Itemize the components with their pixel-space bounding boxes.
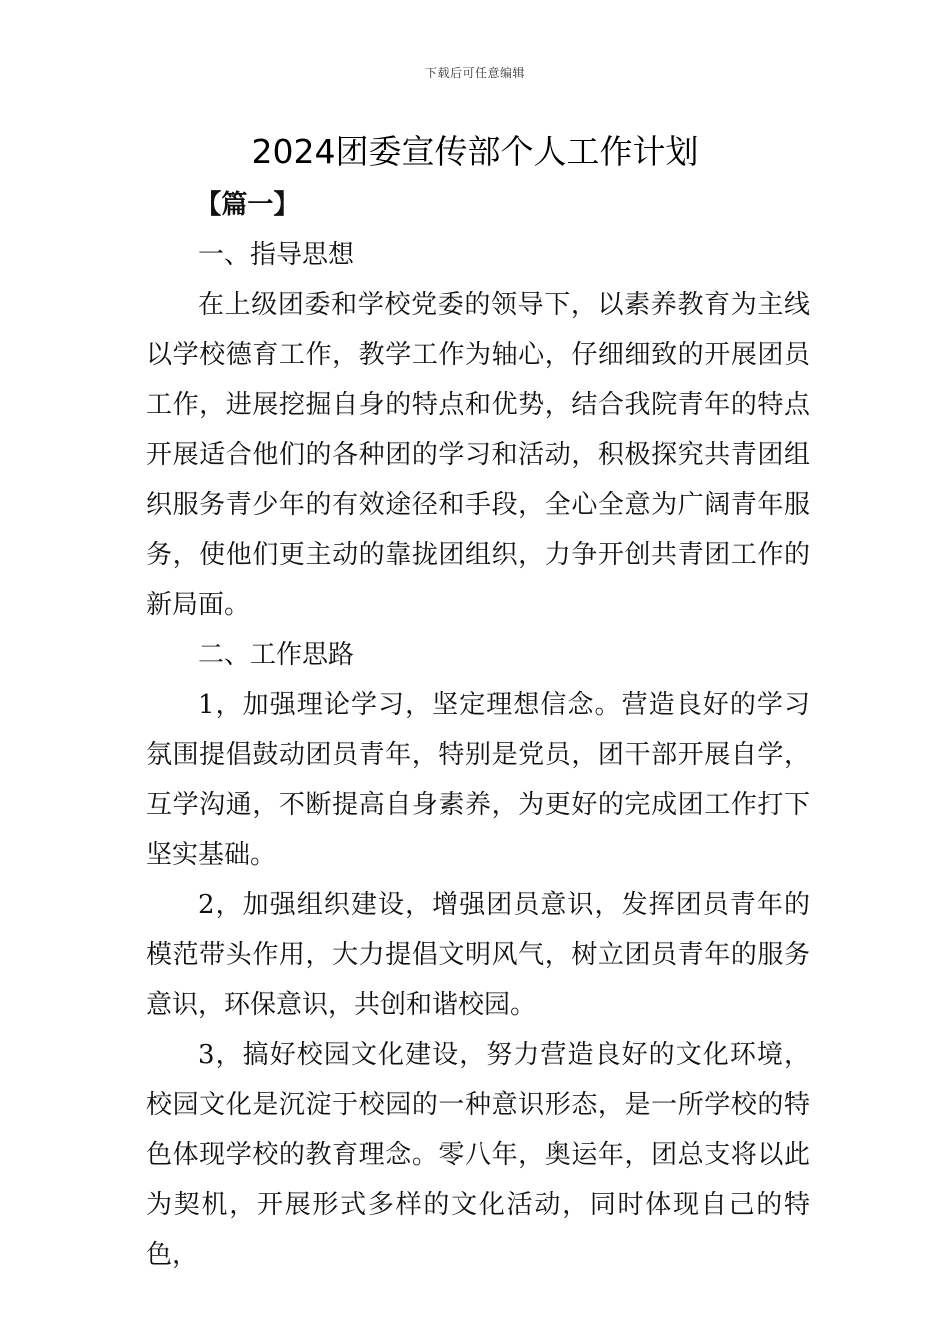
heading-work-approach: 二、工作思路 — [198, 640, 355, 670]
document-title: 2024团委宣传部个人工作计划 — [251, 132, 699, 171]
paragraph-item-2: 2，加强组织建设，增强团员意识，发挥团员青年的模范带头作用，大力提倡文明风气，树立团员青年的服务意识，环保意识，共创和谐校园。 — [146, 890, 810, 1020]
paragraph-item-3: 3，搞好校园文化建设，努力营造良好的文化环境，校园文化是沉淀于校园的一种意识形态，是一所学校的特色体现学校的教育理念。零八年，奥运年，团总支将以此为契机，开展形式多样的文化活动，同时体现自己的特色， — [146, 1040, 810, 1270]
section-label: 【篇一】 — [195, 190, 300, 220]
paragraph-guiding-ideology: 在上级团委和学校党委的领导下，以素养教育为主线以学校德育工作，教学工作为轴心，仔细细致的开展团员工作，进展挖掘自身的特点和优势，结合我院青年的特点开展适合他们的各种团的学习和活动，积极探究共青团组织服务青少年的有效途径和手段，全心全意为广阔青年服务，使他们更主动的靠拢团组织，力争开创共青团工作的新局面。 — [146, 290, 810, 620]
paragraph-item-1: 1，加强理论学习，坚定理想信念。营造良好的学习氛围提倡鼓动团员青年，特别是党员，团干部开展自学，互学沟通，不断提高自身素养，为更好的完成团工作打下坚实基础。 — [146, 690, 810, 870]
heading-guiding-ideology: 一、指导思想 — [198, 240, 355, 270]
header-note: 下载后可任意编辑 — [424, 66, 525, 80]
document-body — [146, 180, 810, 1280]
